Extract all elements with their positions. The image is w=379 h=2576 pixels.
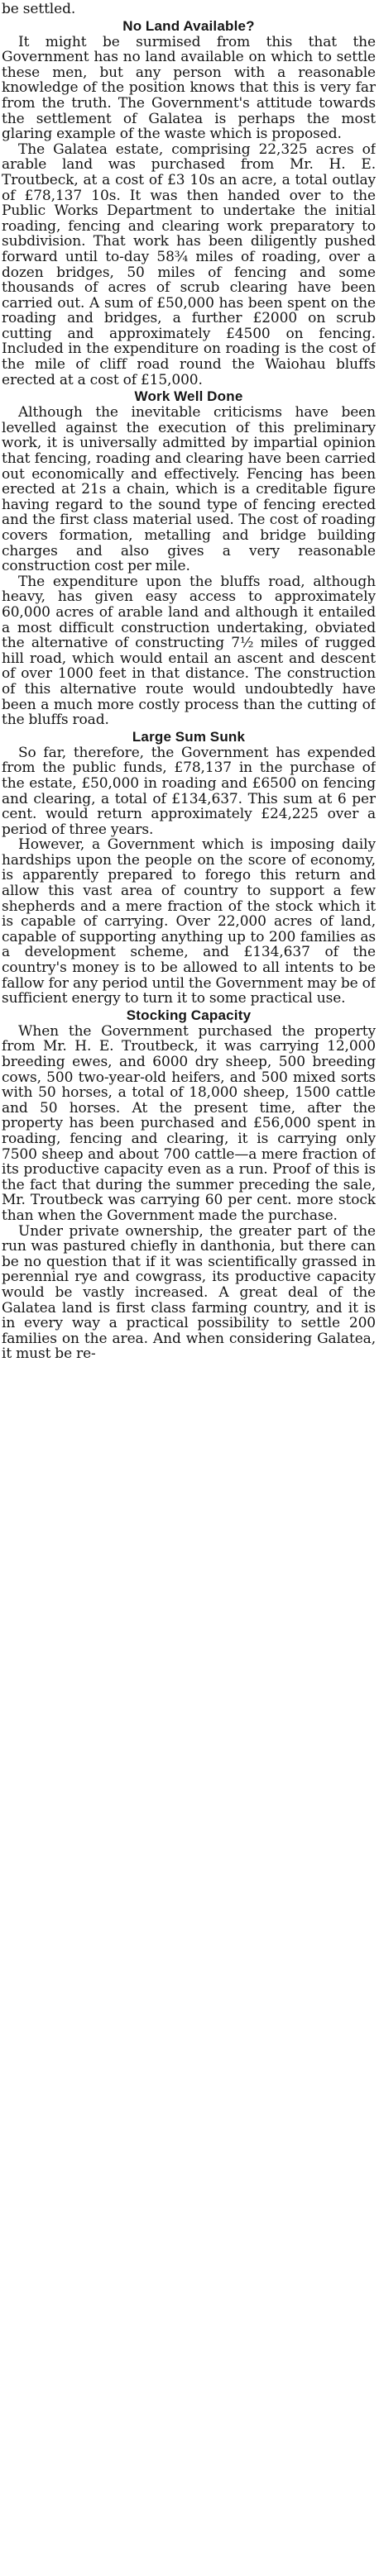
article-column — [2, 2, 376, 2574]
article-paragraph: It might be surmised from this that the Government has no land available on which to settle these men, but any person with a reasonable knowledge of the position knows that this is very far from the truth. The Government's attitude towards the settlement of Galatea is perhaps the most glaring example of the waste which is proposed. — [2, 33, 376, 143]
article-paragraph: The Galatea estate, comprising 22,325 acres of arable land was purchased from Mr. H. E. Troutbeck, at a cost of £3 10s an acre, a total outlay of £78,137 10s. It was then handed over to the Public Works Department to undertake the initial roading, fencing and clearing work preparatory to subdivision. That work has been diligently pushed forward until to-day 58¾ miles of roading, over a dozen bridges, 50 miles of fencing and some thousands of acres of scrub clearing have been carried out. A sum of £50,000 has been spent on the roading and bridges, a further £2000 on scrub cutting and approximately £4500 on fencing. Included in the expenditure on roading is the cost of the mile of cliff road round the Waiohau bluffs erected at a cost of £15,000. — [2, 140, 376, 388]
article-paragraph: So far, therefore, the Government has expended from the public funds, £78,137 in the purchase of the estate, £50,000 in roading and £6500 on fencing and clearing, a total of £134,637. This sum at 6 per cent. would return approximately £24,225 over a period of three years. — [2, 744, 376, 838]
section-heading-stocking-capacity: Stocking Capacity — [126, 1007, 252, 1023]
lead-fragment: be settled. — [2, 2, 76, 17]
article-paragraph: The expenditure upon the bluffs road, although heavy, has given easy access to approximately 60,000 acres of arable land and although it entailed a most difficult construction undertaking, obviated the alternative of constructing 7½ miles of rugged hill road, which would entail an ascent and descent of over 1000 feet in that distance. The construction of this alternative route would undoubtedly have been a much more costly process than the cutting of the bluffs road. — [2, 573, 376, 729]
article-paragraph: Under private ownership, the greater part of the run was pastured chiefly in danthonia, but there can be no question that if it was scientifically grassed in perennial rye and cowgrass, its productive capacity would be vastly increased. A great deal of the Galatea land is first class farming country, and it is in every way a practical possibility to settle 200 families on the area. And when considering Galatea, it must be re- — [2, 1222, 376, 1363]
article-paragraph: When the Government purchased the property from Mr. H. E. Troutbeck, it was carrying 12,000 breeding ewes, and 6000 dry sheep, 500 breeding cows, 500 two-year-old heifers, and 500 mixed sorts with 50 horses, a total of 18,000 sheep, 1500 cattle and 50 horses. At the present time, after the property has been purchased and £56,000 spent in roading, fencing and clearing, it is carrying only 7500 sheep and about 700 cattle—a mere fraction of its productive capacity even as a run. Proof of this is the fact that during the summer preceding the sale, Mr. Troutbeck was carrying 60 per cent. more stock than when the Government made the purchase. — [2, 1022, 376, 1224]
section-heading-work-well-done: Work Well Done — [134, 388, 243, 405]
section-heading-large-sum-sunk: Large Sum Sunk — [132, 728, 246, 745]
section-heading-no-land-available: No Land Available? — [122, 17, 255, 34]
article-paragraph: However, a Government which is imposing daily hardships upon the people on the score of economy, is apparently prepared to forego this return and allow this vast area of country to support a few shepherds and a mere fraction of the stock which it is capable of carrying. Over 22,000 acres of land, capable of supporting anything up to 200 families as a development scheme, and £134,637 of the country's money is to be allowed to all intents to be fallow for any period until the Government may be of sufficient energy to turn it to some practical use. — [2, 836, 376, 1007]
article-paragraph: Although the inevitable criticisms have been levelled against the execution of this preliminary work, it is universally admitted by impartial opinion that fencing, roading and clearing have been carried out economically and effectively. Fencing has been erected at 21s a chain, which is a creditable figure having regard to the sound type of fencing erected and the first class material used. The cost of roading covers formation, metalling and bridge building charges and also gives a very reasonable construction cost per mile. — [2, 404, 376, 575]
